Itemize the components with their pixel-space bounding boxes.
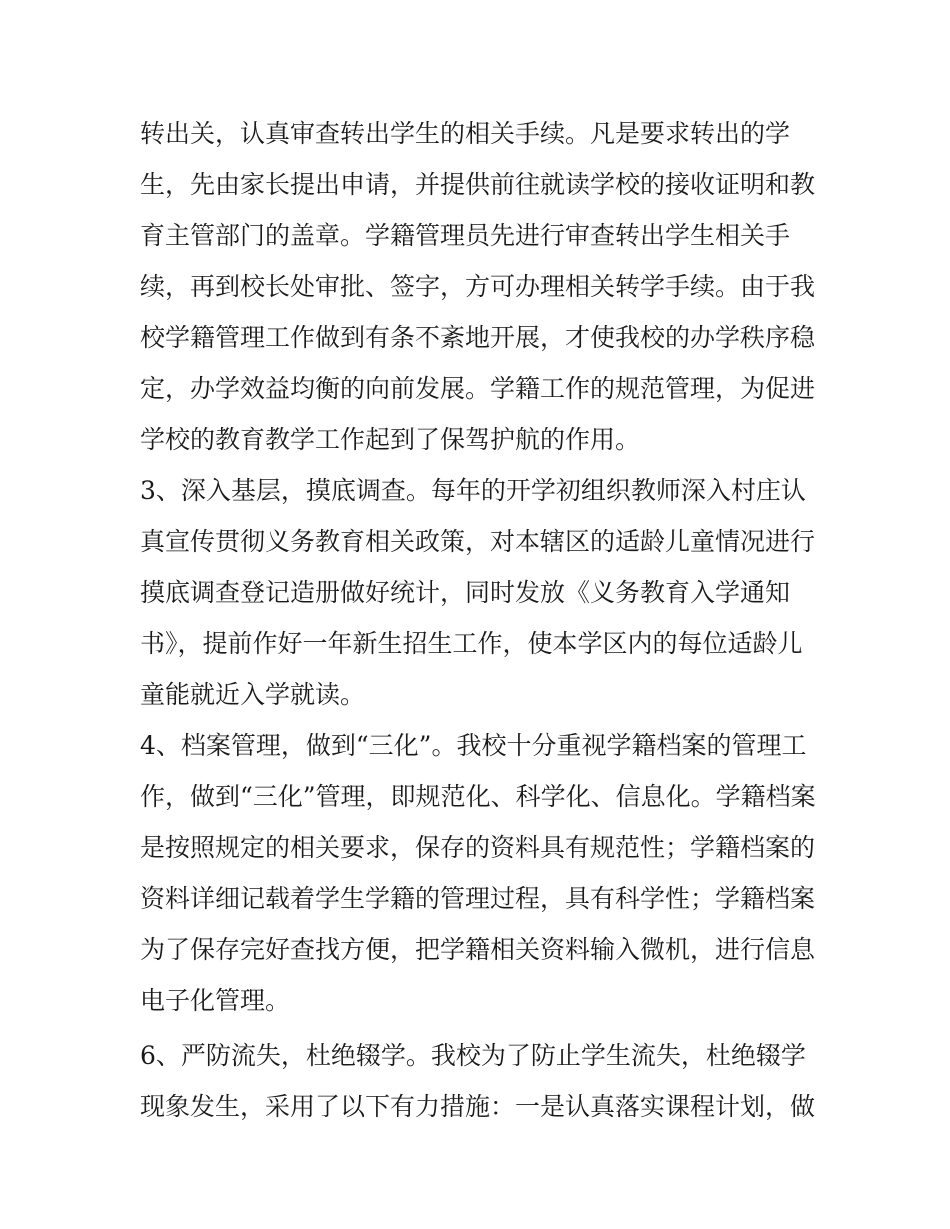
text-line: 转出关，认真审查转出学生的相关手续。凡是要求转出的学 [140,119,791,148]
paragraph-4-heading: 4、档案管理，做到“三化”。我校十分重视学籍档案的管理工 [140,731,807,760]
body-text [140,108,820,1132]
text-line: 续，再到校长处审批、签字，方可办理相关转学手续。由于我 [140,272,816,301]
text-line: 摸底调查登记造册做好统计，同时发放《义务教育入学通知 [140,578,791,607]
text-line: 童能就近入学就读。 [140,680,366,709]
text-line: 资料详细记载着学生学籍的管理过程，具有科学性；学籍档案 [140,884,816,913]
text-line: 学校的教育教学工作起到了保驾护航的作用。 [140,425,641,454]
text-line: 定，办学效益均衡的向前发展。学籍工作的规范管理，为促进 [140,374,816,403]
text-line: 书》，提前作好一年新生招生工作，使本学区内的每位适龄儿 [140,629,803,658]
text-line: 校学籍管理工作做到有条不紊地开展，才使我校的办学秩序稳 [140,323,816,352]
text-line: 生，先由家长提出申请，并提供前往就读学校的接收证明和教 [140,170,816,199]
text-line: 现象发生，采用了以下有力措施：一是认真落实课程计划，做 [140,1092,816,1121]
text-line: 真宣传贯彻义务教育相关政策，对本辖区的适龄儿童情况进行 [140,527,816,556]
text-line: 为了保存完好查找方便，把学籍相关资料输入微机，进行信息 [140,935,816,964]
text-line: 是按照规定的相关要求，保存的资料具有规范性；学籍档案的 [140,833,816,862]
paragraph-6-heading: 6、严防流失，杜绝辍学。我校为了防止学生流失，杜绝辍学 [140,1041,806,1070]
text-line: 育主管部门的盖章。学籍管理员先进行审查转出学生相关手 [140,221,791,250]
text-line: 作，做到“三化”管理，即规范化、科学化、信息化。学籍档案 [140,782,816,811]
paragraph-3-heading: 3、深入基层，摸底调查。每年的开学初组织教师深入村庄认 [140,476,806,505]
text-line: 电子化管理。 [140,986,291,1015]
